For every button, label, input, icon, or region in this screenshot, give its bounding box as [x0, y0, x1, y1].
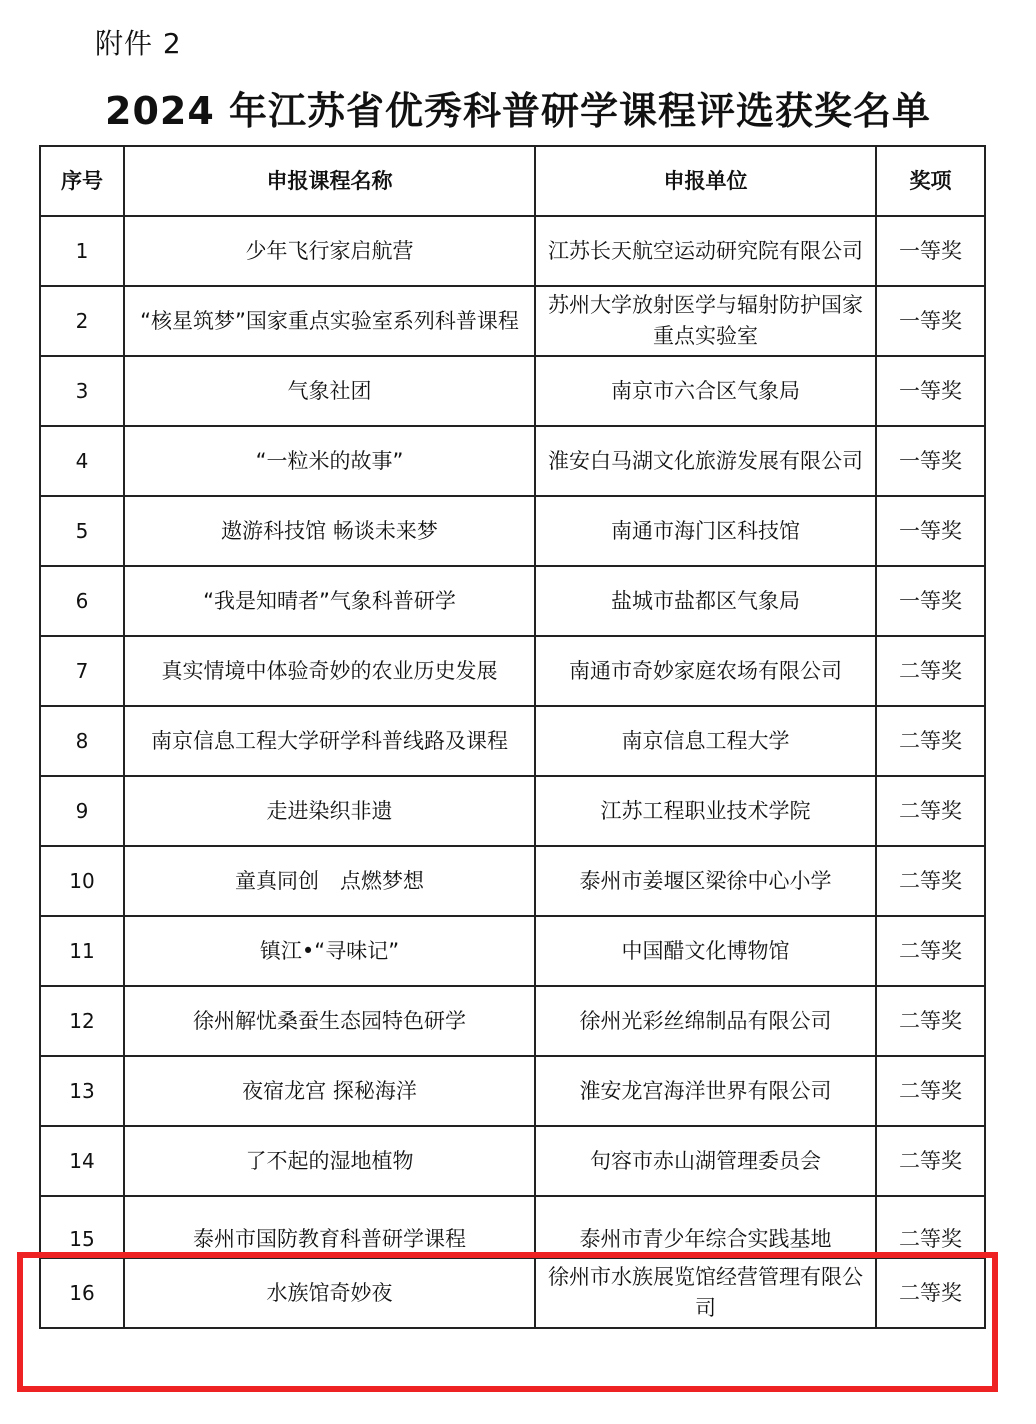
row-course [124, 1196, 535, 1258]
table-row [40, 496, 985, 566]
row-unit: 句容市赤山湖管理委员会 [535, 1126, 876, 1196]
table-row [40, 986, 985, 1056]
table-row [40, 426, 985, 496]
row-no [40, 1196, 124, 1258]
row-unit: 苏州大学放射医学与辐射防护国家重点实验室 [535, 286, 876, 356]
row-unit: 中国醋文化博物馆 [535, 916, 876, 986]
table-row-highlighted [40, 1258, 985, 1328]
row-unit-text: 泰州市青少年综合实践基地 [579, 1227, 832, 1251]
row-award: 一等奖 [876, 426, 985, 496]
row-unit: 盐城市盐都区气象局 [535, 566, 876, 636]
table-row [40, 216, 985, 286]
row-course: 真实情境中体验奇妙的农业历史发展 [124, 636, 535, 706]
row-unit: 徐州光彩丝绵制品有限公司 [535, 986, 876, 1056]
row-course: 了不起的湿地植物 [124, 1126, 535, 1196]
row-unit: 南通市海门区科技馆 [535, 496, 876, 566]
row-unit: 南通市奇妙家庭农场有限公司 [535, 636, 876, 706]
row-no: 6 [40, 566, 124, 636]
row-no: 2 [40, 286, 124, 356]
row-award: 二等奖 [876, 776, 985, 846]
header-no: 序号 [40, 146, 124, 216]
row-course: “一粒米的故事” [124, 426, 535, 496]
row-no: 4 [40, 426, 124, 496]
table-row [40, 1056, 985, 1126]
row-course-text: 泰州市国防教育科普研学课程 [193, 1227, 466, 1251]
row-no: 7 [40, 636, 124, 706]
row-course: “核星筑梦”国家重点实验室系列科普课程 [124, 286, 535, 356]
row-award: 二等奖 [876, 636, 985, 706]
row-award: 二等奖 [876, 986, 985, 1056]
row-unit: 淮安龙宫海洋世界有限公司 [535, 1056, 876, 1126]
row-course: 夜宿龙宫 探秘海洋 [124, 1056, 535, 1126]
page-title: 2024 年江苏省优秀科普研学课程评选获奖名单 [105, 89, 931, 133]
table-row [40, 286, 985, 356]
row-award: 二等奖 [876, 1258, 985, 1328]
row-course: 遨游科技馆 畅谈未来梦 [124, 496, 535, 566]
table-row [40, 846, 985, 916]
table-row [40, 706, 985, 776]
table-row [40, 566, 985, 636]
row-no: 3 [40, 356, 124, 426]
row-course: 走进染织非遗 [124, 776, 535, 846]
row-course: 镇江•“寻味记” [124, 916, 535, 986]
row-unit: 南京信息工程大学 [535, 706, 876, 776]
table-row [40, 916, 985, 986]
attachment-label: 附件 2 [95, 27, 182, 60]
row-unit: 泰州市姜堰区梁徐中心小学 [535, 846, 876, 916]
row-award: 二等奖 [876, 916, 985, 986]
row-award: 一等奖 [876, 496, 985, 566]
row-no: 13 [40, 1056, 124, 1126]
award-table [39, 145, 986, 1329]
row-course: 南京信息工程大学研学科普线路及课程 [124, 706, 535, 776]
row-award [876, 1196, 985, 1258]
row-course: 气象社团 [124, 356, 535, 426]
row-unit: 徐州市水族展览馆经营管理有限公司 [535, 1258, 876, 1328]
row-no: 1 [40, 216, 124, 286]
row-no: 10 [40, 846, 124, 916]
row-award: 二等奖 [876, 706, 985, 776]
row-unit: 淮安白马湖文化旅游发展有限公司 [535, 426, 876, 496]
header-course: 申报课程名称 [124, 146, 535, 216]
row-no: 16 [40, 1258, 124, 1328]
row-award: 二等奖 [876, 1056, 985, 1126]
table-header-row [40, 146, 985, 216]
row-course: 徐州解忧桑蚕生态园特色研学 [124, 986, 535, 1056]
row-course: 少年飞行家启航营 [124, 216, 535, 286]
header-unit: 申报单位 [535, 146, 876, 216]
row-no: 12 [40, 986, 124, 1056]
row-award: 一等奖 [876, 286, 985, 356]
row-award-text: 二等奖 [899, 1227, 962, 1251]
row-unit [535, 1196, 876, 1258]
row-award: 二等奖 [876, 846, 985, 916]
row-award: 二等奖 [876, 1126, 985, 1196]
row-course: 童真同创 点燃梦想 [124, 846, 535, 916]
table-row [40, 636, 985, 706]
row-no: 9 [40, 776, 124, 846]
table-row [40, 776, 985, 846]
row-course: 水族馆奇妙夜 [124, 1258, 535, 1328]
table-row [40, 1126, 985, 1196]
row-no-text: 15 [69, 1227, 95, 1251]
row-no: 8 [40, 706, 124, 776]
row-no: 5 [40, 496, 124, 566]
row-unit: 江苏工程职业技术学院 [535, 776, 876, 846]
row-no: 14 [40, 1126, 124, 1196]
table-row [40, 1196, 985, 1258]
row-award: 一等奖 [876, 216, 985, 286]
table-row [40, 356, 985, 426]
header-award: 奖项 [876, 146, 985, 216]
row-award: 一等奖 [876, 356, 985, 426]
row-unit: 江苏长天航空运动研究院有限公司 [535, 216, 876, 286]
row-award: 一等奖 [876, 566, 985, 636]
row-course: “我是知晴者”气象科普研学 [124, 566, 535, 636]
row-unit: 南京市六合区气象局 [535, 356, 876, 426]
row-no: 11 [40, 916, 124, 986]
